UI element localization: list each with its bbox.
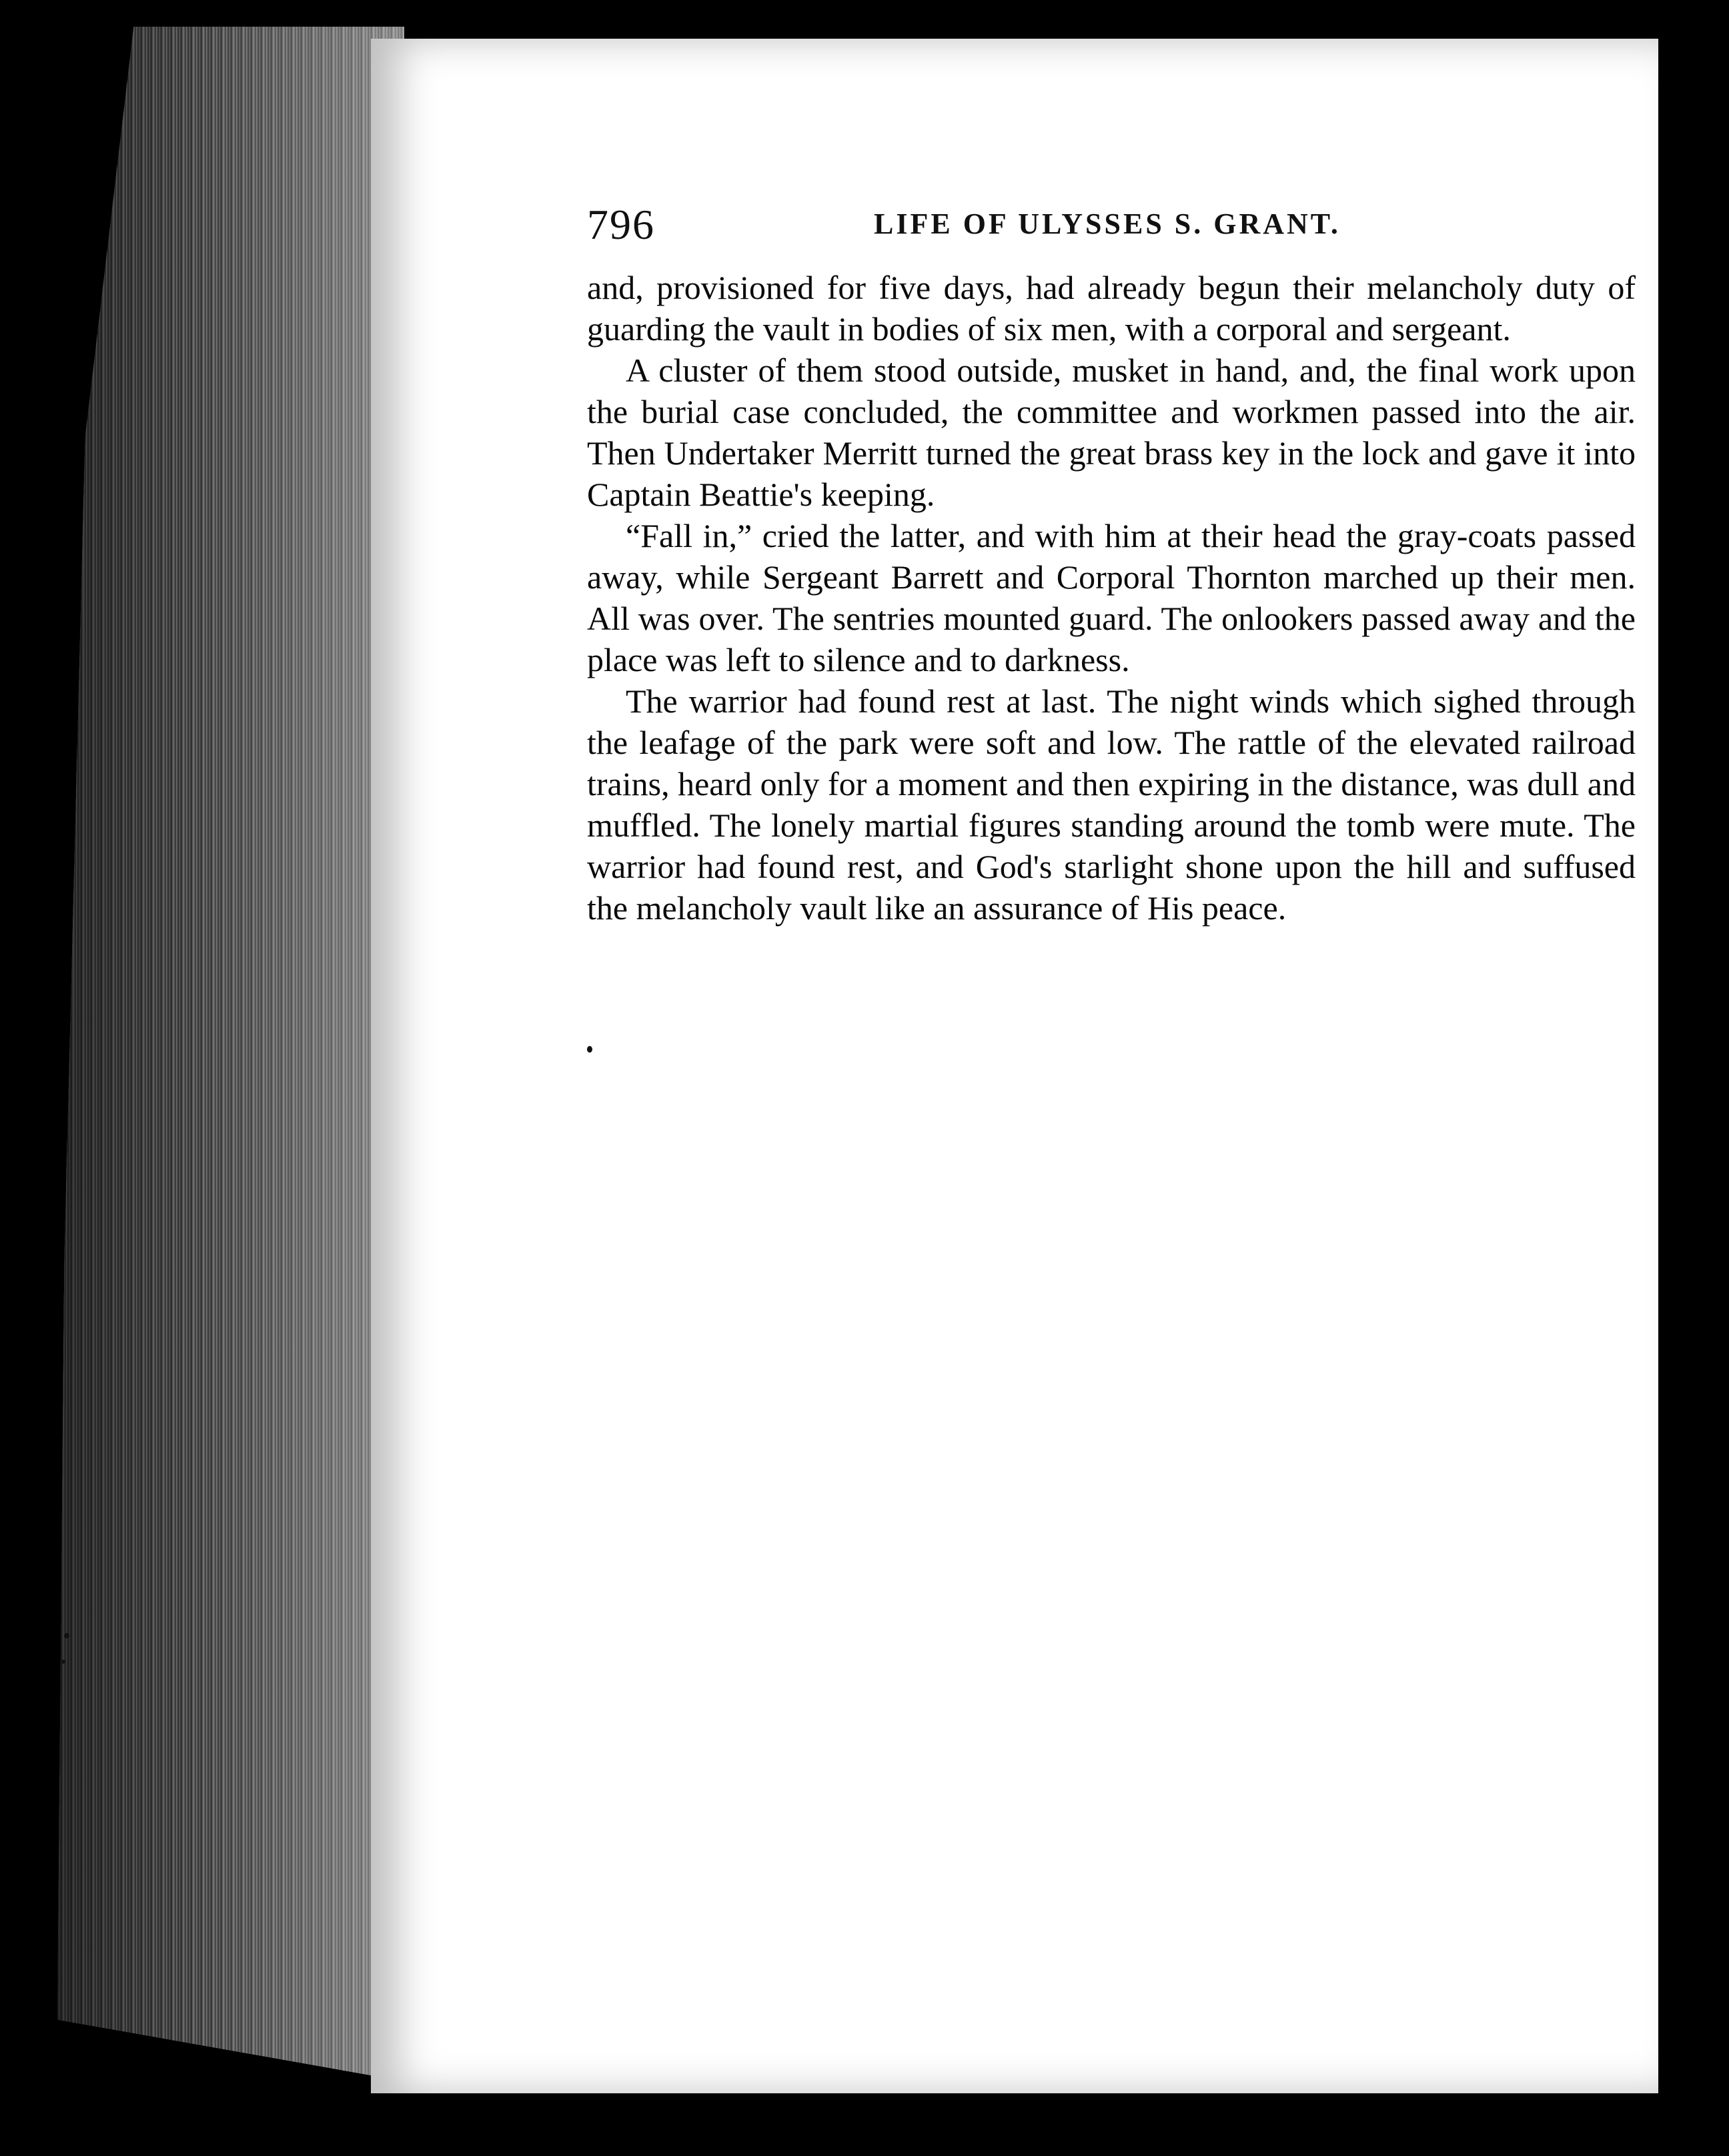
dust-speck [64,1633,69,1638]
paragraph: A cluster of them stood outside, musket in hand, and, the final work upon the burial case concluded, the committee and workmen passed into the air. Then Undertaker Merritt turned the great brass key in the lock and gave it into Captain Beattie's keeping. [587,352,1636,513]
stacked-page-edges [57,27,404,2081]
book-title: LIFE OF ULYSSES S. GRANT. [874,207,1341,240]
paragraph: “Fall in,” cried the latter, and with him at their head the gray-coats passed away, while Sergeant Barrett and Corporal Thornton marched up their men. All was over. The sentries mounted guard. The onlookers passed away and the place was left to silence and to darkness. [587,517,1636,678]
paragraph: The warrior had found rest at last. The night winds which sighed through the leafage of the park were soft and low. The rattle of the elevated railroad trains, heard only for a moment and then expiring in the distance, was dull and muffled. The lonely martial figures standing around the tomb were mute. The warrior had found rest, and God's starlight shone upon the hill and suffused the melancholy vault like an assurance of His peace. [587,682,1636,927]
paragraph: and, provisioned for five days, had already begun their melancholy duty of guarding the vault in bodies of six men, with a corporal and sergeant. [587,269,1636,348]
dust-speck [587,1046,592,1053]
dust-speck [61,1660,65,1664]
page-number: 796 [587,201,655,248]
running-head [587,200,1628,253]
body-text [587,267,1636,929]
